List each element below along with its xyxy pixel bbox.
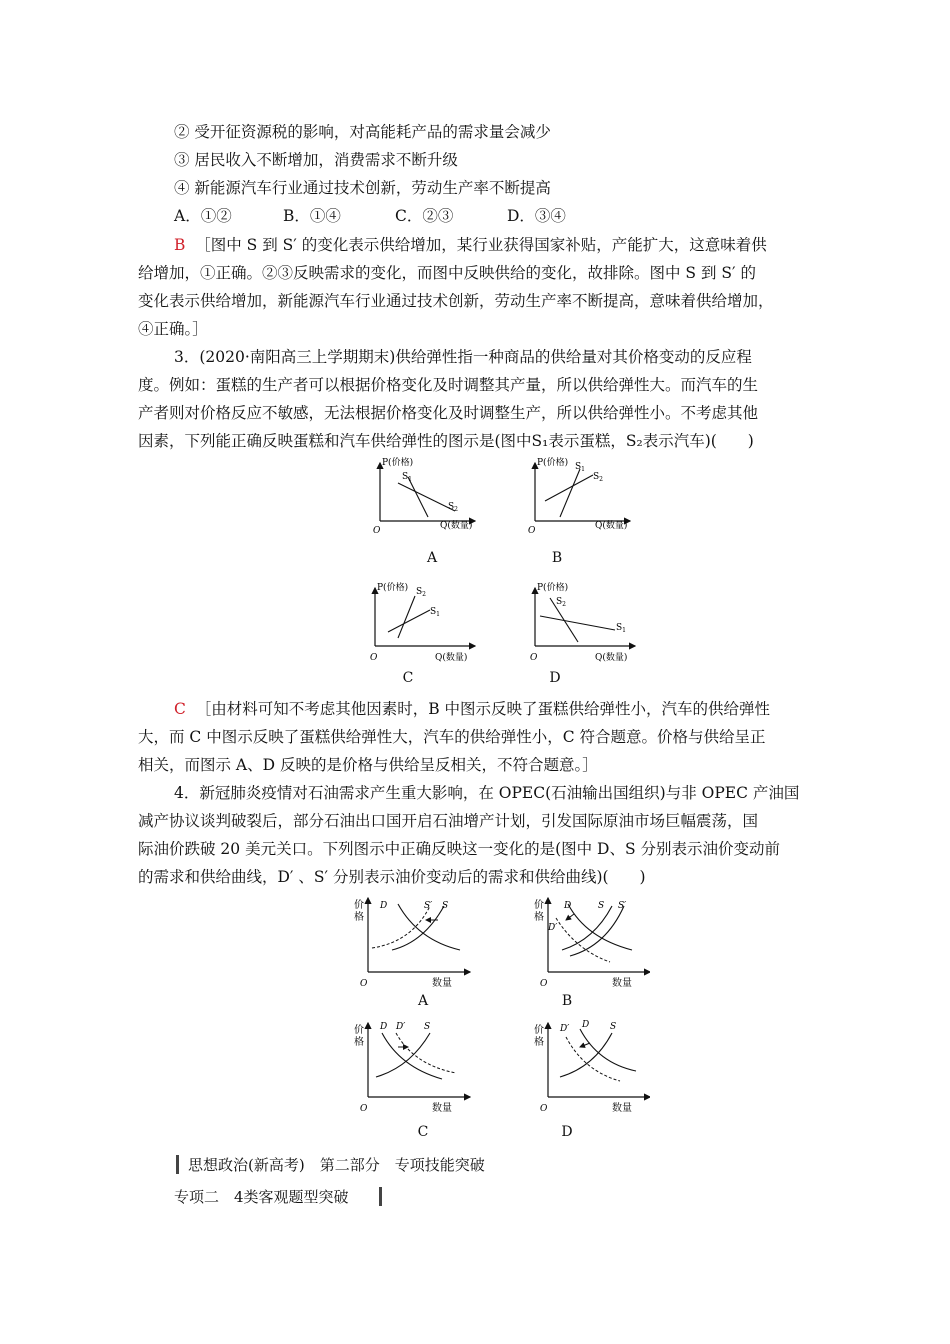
svg-text:S′: S′ [424,901,433,911]
q4-line-2: 减产协议谈判破裂后，部分石油出口国开启石油增产计划，引发国际原油市场巨幅震荡，国 [138,812,759,830]
svg-text:D: D [582,1020,590,1030]
q4-caption-b: B [561,993,573,1009]
option-line-4: ④ 新能源汽车行业通过技术创新，劳动生产率不断提高 [174,179,551,197]
svg-text:Q(数量): Q(数量) [595,521,628,531]
svg-text:O: O [530,653,538,663]
svg-text:数量: 数量 [432,978,452,989]
svg-text:D′: D′ [560,1024,570,1034]
svg-text:P(价格): P(价格) [537,458,569,468]
svg-text:S2: $S_2$ [556,597,566,608]
svg-text:Q(数量): Q(数量) [435,653,468,663]
q4-caption-d: D [561,1124,573,1140]
q3-answer-letter: C [174,700,186,718]
svg-text:S: S [424,1022,431,1032]
q4-fig-c [354,1022,470,1114]
svg-text:格: 格 [354,1037,364,1048]
q2-options [174,206,566,226]
svg-text:价: 价 [354,1025,364,1036]
svg-text:S2: $S_2$ [448,502,458,513]
q2-option-a: A．①② [174,207,232,225]
svg-text:价: 价 [534,1025,544,1036]
q4-fig-a [354,898,470,989]
svg-text:D′: D′ [548,923,558,933]
svg-text:格: 格 [534,1037,544,1048]
svg-text:S1: $S_1$ [430,607,440,618]
svg-text:P(价格): P(价格) [537,583,569,593]
q3-caption-a: A [426,550,438,566]
svg-text:数量: 数量 [432,1103,452,1114]
q2-answer-text: ［图中 S 到 S′ 的变化表示供给增加，某行业获得国家补贴，产能扩大，这意味着供 [195,236,767,254]
x-axis-label: Q(数量) [440,521,473,531]
svg-text:D: D [380,901,388,911]
svg-text:O: O [540,979,548,989]
q3-fig-a [373,456,475,536]
q2-option-c: C．②③ [395,207,454,225]
q3-line-2: 度。例如：蛋糕的生产者可以根据价格变化及时调整其产量，所以供给弹性大。而汽车的生 [138,376,759,394]
q2-answer-line-2: 给增加，①正确。②③反映需求的变化，而图中反映供给的变化，故排除。图中 S 到 S′ 的 [138,264,756,282]
svg-text:S1: $S_1$ [402,472,412,483]
q2-answer-letter: B [174,236,186,254]
q3-line-1: 3．(2020·南阳高三上学期期末)供给弹性指一种商品的供给量对其价格变动的反应程 [174,348,752,366]
q3-caption-c: C [402,670,414,686]
q3-caption-d: D [549,670,561,686]
footer-bar-left [176,1155,179,1174]
q3-answer-line-3: 相关，而图示 A、D 反映的是价格与供给呈反相关，不符合题意。］ [138,756,598,774]
svg-text:S: S [442,901,449,911]
q3-answer-line-2: 大，而 C 中图示反映了蛋糕供给弹性大，汽车的供给弹性小，C 符合题意。价格与供给呈正 [138,728,766,746]
q3-figures [360,455,650,685]
q2-option-b: B．①④ [283,207,341,225]
svg-text:格: 格 [534,912,544,923]
q4-figures [340,890,650,1125]
q3-fig-d [530,581,635,663]
svg-text:价: 价 [534,900,544,911]
q4-line-1: 4．新冠肺炎疫情对石油需求产生重大影响，在 OPEC(石油输出国组织)与非 OPEC 产油国 [174,784,800,802]
svg-text:格: 格 [354,912,364,923]
svg-text:数量: 数量 [612,1103,632,1114]
origin-label: O [373,526,381,536]
q4-caption-a: A [417,993,429,1009]
q3-caption-b: B [551,550,563,566]
svg-text:S′: S′ [618,901,627,911]
q3-answer-line-1 [174,699,770,719]
q2-answer-line-3: 变化表示供给增加，新能源汽车行业通过技术创新，劳动生产率不断提高，意味着供给增加， [138,292,774,310]
svg-text:O: O [528,526,536,536]
y-axis-label: P(价格) [382,458,414,468]
svg-text:S2: $S_2$ [416,587,426,598]
svg-text:O: O [360,1104,368,1114]
svg-text:S: S [598,901,605,911]
q4-line-3: 际油价跌破 20 美元关口。下列图示中正确反映这一变化的是(图中 D、S 分别表示油价变动前 [138,840,781,858]
footer-section-title: 专项二 4类客观题型突破 [174,1188,349,1206]
svg-text:S2: $S_2$ [593,472,603,483]
q2-answer-line-4: ④正确。］ [138,320,208,338]
svg-text:价: 价 [354,900,364,911]
svg-text:O: O [360,979,368,989]
svg-text:P(价格): P(价格) [377,583,409,593]
footer-bar-right [379,1187,382,1206]
q2-option-d: D．③④ [507,207,566,225]
svg-text:O: O [540,1104,548,1114]
q3-answer-text: ［由材料可知不考虑其他因素时，B 中图示反映了蛋糕供给弹性小，汽车的供给弹性 [195,700,771,718]
svg-text:S1: $S_1$ [575,462,585,473]
svg-text:S1: $S_1$ [616,623,626,634]
q4-fig-b [534,898,650,989]
q4-fig-d [534,1020,650,1114]
q3-fig-b [528,456,630,536]
q3-fig-c [370,581,475,663]
svg-text:D: D [564,901,572,911]
q2-answer-line-1 [174,235,767,255]
svg-text:D: D [380,1022,388,1032]
footer-book-title: 思想政治(新高考) 第二部分 专项技能突破 [188,1156,485,1174]
q4-caption-c: C [417,1124,429,1140]
svg-text:Q(数量): Q(数量) [595,653,628,663]
q4-line-4: 的需求和供给曲线，D′ 、S′ 分别表示油价变动后的需求和供给曲线)( ) [138,868,646,886]
svg-text:数量: 数量 [612,978,632,989]
q3-line-3: 产者则对价格反应不敏感，无法根据价格变化及时调整生产，所以供给弹性小。不考虑其他 [138,404,759,422]
svg-text:O: O [370,653,378,663]
option-line-2: ② 受开征资源税的影响，对高能耗产品的需求量会减少 [174,123,551,141]
q3-line-4: 因素，下列能正确反映蛋糕和汽车供给弹性的图示是(图中S₁表示蛋糕，S₂表示汽车)( ) [138,432,754,450]
option-line-3: ③ 居民收入不断增加，消费需求不断升级 [174,151,458,169]
svg-text:D′: D′ [396,1022,406,1032]
svg-text:S: S [610,1022,617,1032]
